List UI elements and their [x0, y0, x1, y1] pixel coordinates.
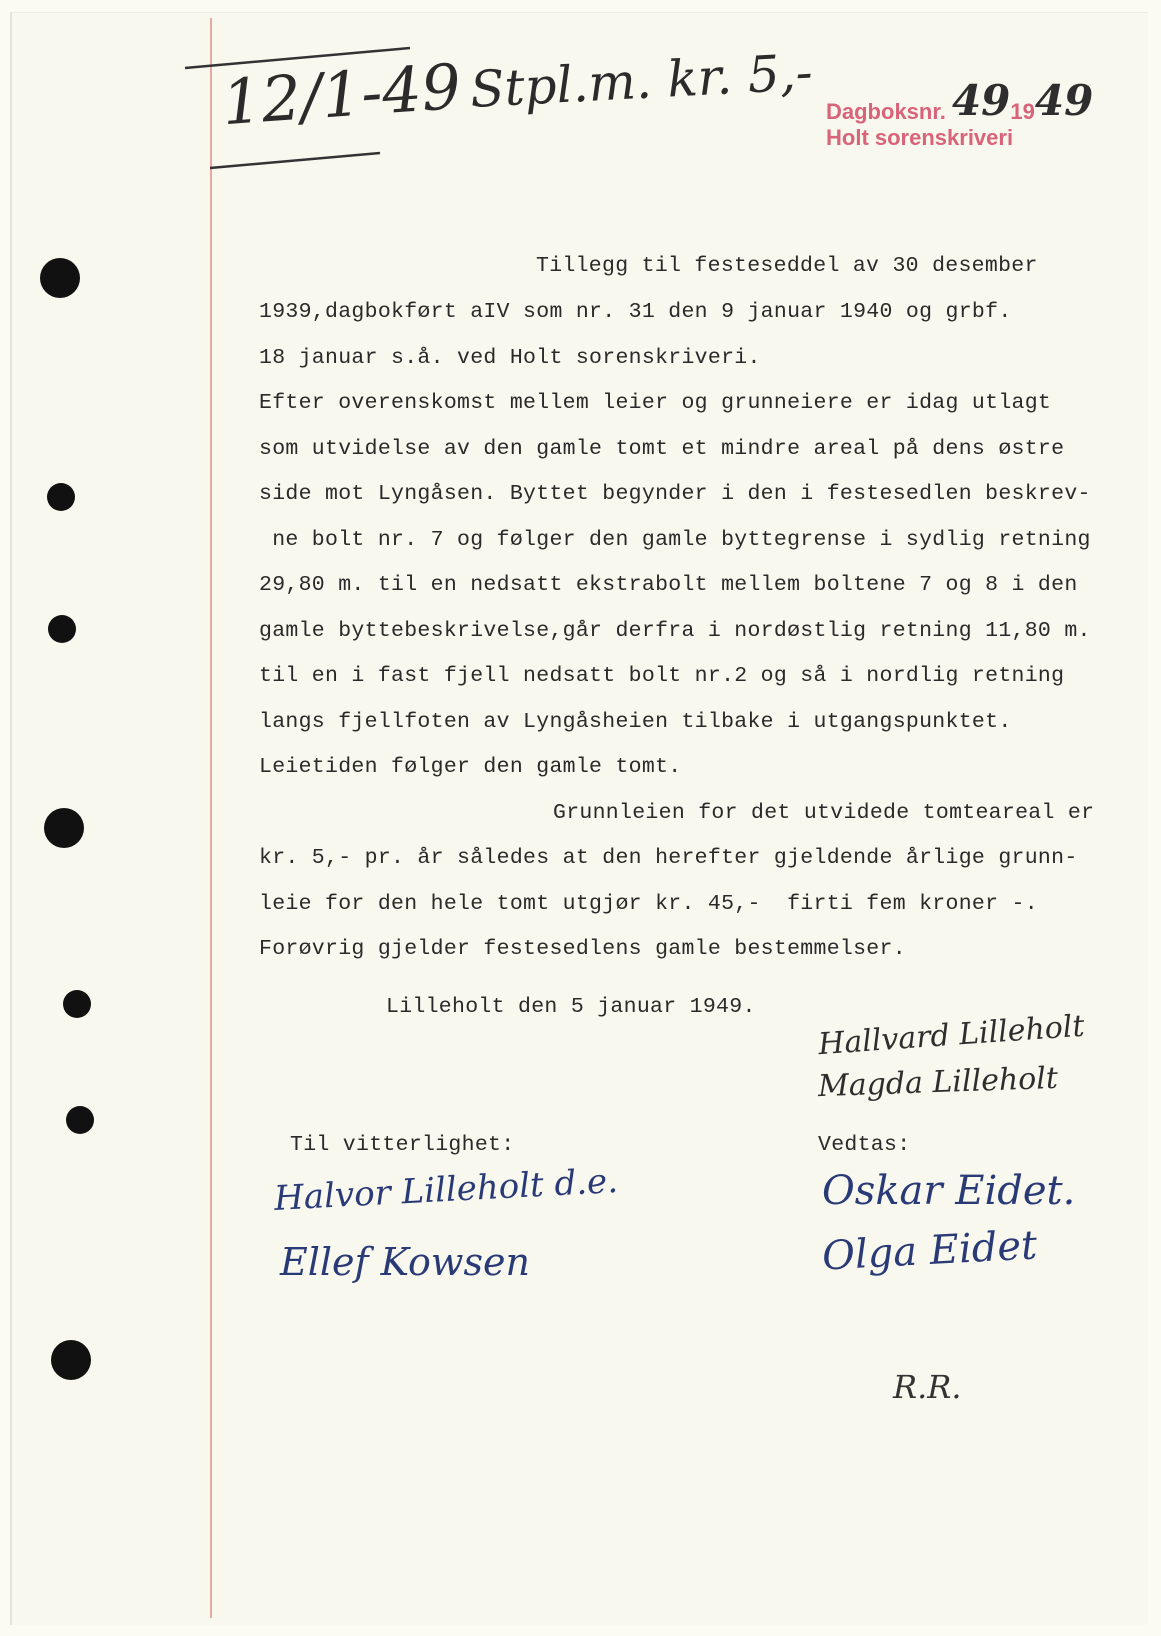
signature-acceptor-2: Olga Eidet [820, 1222, 1039, 1280]
place-date: Lilleholt den 5 januar 1949. [386, 995, 756, 1019]
body-line-3: 18 januar s.å. ved Holt sorenskriveri. [259, 346, 761, 370]
body-line-1: Tillegg til festeseddel av 30 desember [536, 254, 1038, 278]
binder-hole [48, 615, 76, 643]
body-line-2: 1939,dagbokført aIV som nr. 31 den 9 januar 1940 og grbf. [259, 300, 1012, 324]
body-line-5: som utvidelse av den gamle tomt et mindre areal på dens østre [259, 437, 1065, 461]
body-line-15: leie for den hele tomt utgjør kr. 45,- firti fem kroner -. [259, 892, 1038, 916]
register-stamp [826, 76, 1094, 151]
body-line-10: til en i fast fjell nedsatt bolt nr.2 og så i nordlig retning [259, 664, 1065, 688]
stamp-number: 49 [951, 76, 1011, 125]
binder-hole [40, 258, 80, 298]
date-note: 12/1-49 [219, 49, 464, 140]
accepted-label: Vedtas: [818, 1133, 911, 1157]
binder-hole [66, 1106, 94, 1134]
body-line-12: Leietiden følger den gamle tomt. [259, 755, 682, 779]
stamp-office: Holt sorenskriveri [826, 125, 1014, 150]
body-line-4: Efter overenskomst mellem leier og grunneiere er idag utlagt [259, 391, 1052, 415]
signature-lessor-2: Magda Lilleholt [817, 1060, 1059, 1105]
witness-label: Til vitterlighet: [290, 1133, 515, 1157]
stamp-year-prefix: 19 [1010, 99, 1035, 124]
stamp-label: Dagboksnr. [826, 99, 946, 124]
margin-rule [210, 18, 212, 1618]
signature-lessor-1: Hallvard Lilleholt [817, 1008, 1086, 1063]
signature-witness-2: Ellef Kowsen [280, 1240, 530, 1284]
body-line-8: 29,80 m. til en nedsatt ekstrabolt mellem boltene 7 og 8 i den [259, 573, 1078, 597]
binder-hole [44, 808, 84, 848]
binder-hole [47, 483, 75, 511]
body-line-16: Forøvrig gjelder festesedlens gamle bestemmelser. [259, 937, 906, 961]
stamp-year-suffix: 49 [1034, 76, 1094, 125]
binder-hole [63, 990, 91, 1018]
body-line-6: side mot Lyngåsen. Byttet begynder i den i festesedlen beskrev- [259, 482, 1091, 506]
signature-acceptor-1: Oskar Eidet. [822, 1168, 1076, 1214]
initials: R.R. [893, 1368, 962, 1406]
body-line-14: kr. 5,- pr. år således at den herefter gjeldende årlige grunn- [259, 846, 1078, 870]
fee-note: Stpl.m. kr. 5,- [468, 43, 814, 119]
signature-witness-1: Halvor Lilleholt d.e. [273, 1161, 619, 1219]
body-line-7: ne bolt nr. 7 og følger den gamle byttegrense i sydlig retning [259, 528, 1091, 552]
binder-hole [51, 1340, 91, 1380]
body-line-9: gamle byttebeskrivelse,går derfra i nordøstlig retning 11,80 m. [259, 619, 1091, 643]
body-line-13: Grunnleien for det utvidede tomteareal er [553, 801, 1095, 825]
body-line-11: langs fjellfoten av Lyngåsheien tilbake i utgangspunktet. [259, 710, 1012, 734]
